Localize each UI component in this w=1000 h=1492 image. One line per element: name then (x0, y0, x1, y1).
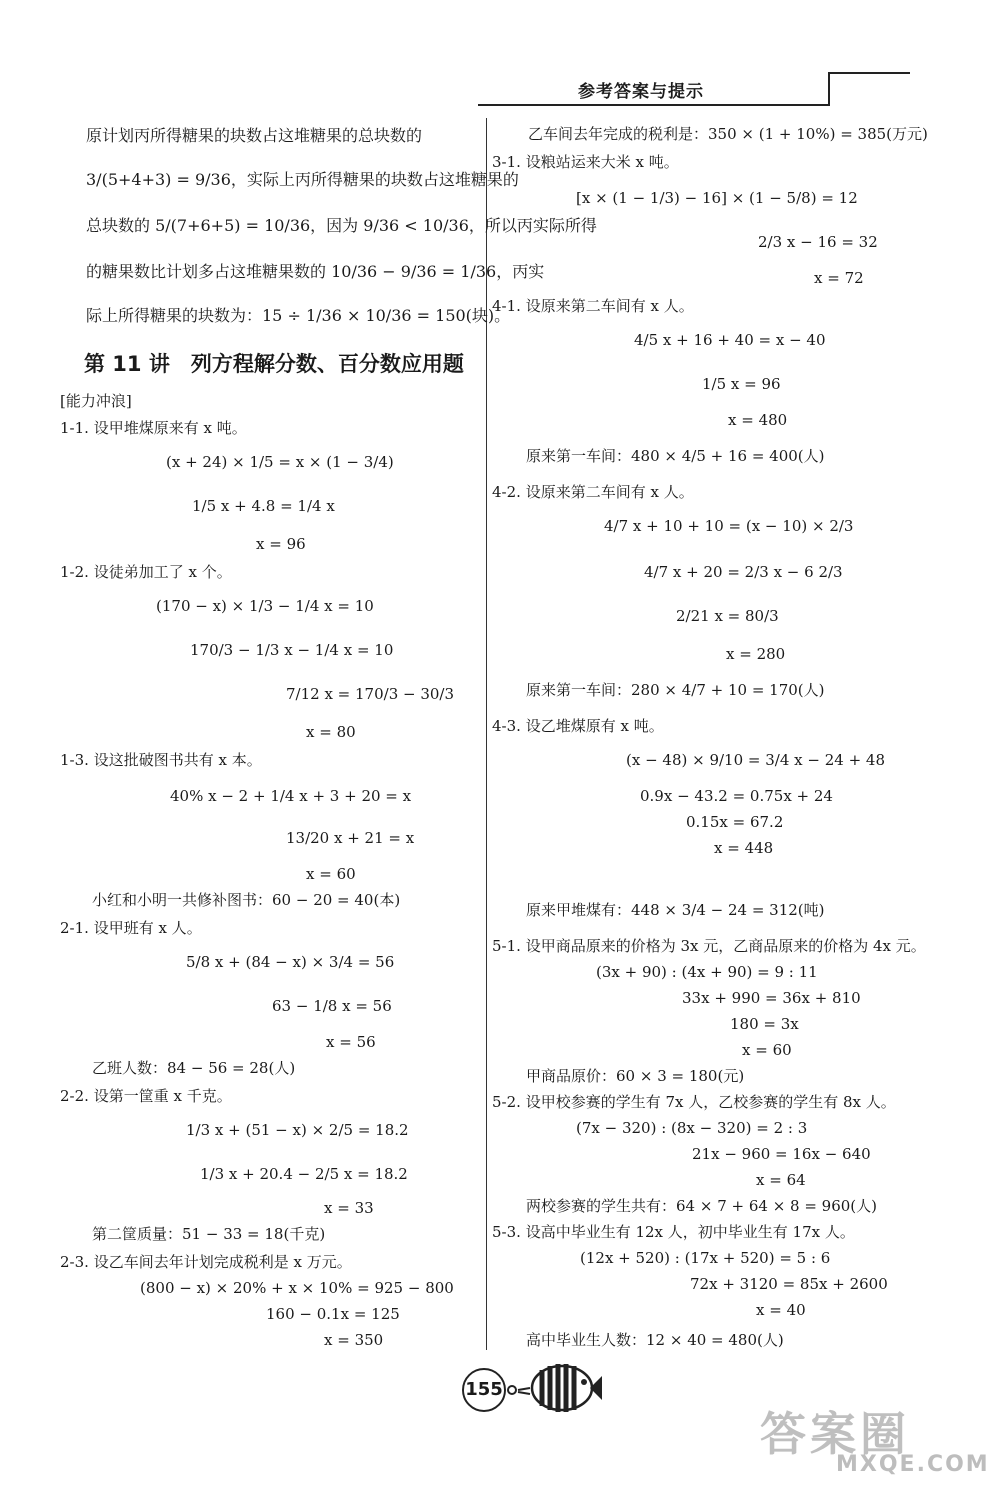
problem-heading: 2-3. 设乙车间去年计划完成税利是 x 万元。 (60, 1253, 352, 1271)
equation-line: (x − 48) × 9/10 = 3/4 x − 24 + 48 (626, 751, 885, 769)
problem-heading: 4-3. 设乙堆煤原有 x 吨。 (492, 717, 664, 735)
answer-line: 原来甲堆煤有：448 × 3/4 − 24 = 312(吨) (526, 901, 825, 919)
equation-line: 4/5 x + 16 + 40 = x − 40 (634, 331, 826, 349)
equation-line: x = 480 (728, 411, 788, 429)
problem-heading: 2-2. 设第一筐重 x 千克。 (60, 1087, 232, 1105)
equation-line: (12x + 520) : (17x + 520) = 5 : 6 (580, 1249, 831, 1267)
fish-mascot-icon (504, 1356, 604, 1416)
problem-heading: 5-1. 设甲商品原来的价格为 3x 元，乙商品原来的价格为 4x 元。 (492, 937, 926, 955)
equation-line: 160 − 0.1x = 125 (266, 1305, 400, 1323)
answer-line: 乙车间去年完成的税利是：350 × (1 + 10%) = 385(万元) (528, 125, 928, 143)
equation-line: 180 = 3x (730, 1015, 799, 1033)
equation-line: 33x + 990 = 36x + 810 (682, 989, 861, 1007)
intro-line: 的糖果数比计划多占这堆糖果数的 10/36 − 9/36 = 1/36，丙实 (86, 262, 545, 281)
watermark-url: MXQE.COM (836, 1452, 990, 1477)
problem-heading: 1-3. 设这批破图书共有 x 本。 (60, 751, 262, 769)
equation-line: 2/21 x = 80/3 (676, 607, 779, 625)
answer-line: 原来第一车间：480 × 4/5 + 16 = 400(人) (526, 447, 825, 465)
answer-line: 小红和小明一共修补图书：60 − 20 = 40(本) (92, 891, 401, 909)
problem-heading: 5-3. 设高中毕业生有 12x 人，初中毕业生有 17x 人。 (492, 1223, 855, 1241)
answer-line: 原来第一车间：280 × 4/7 + 10 = 170(人) (526, 681, 825, 699)
page-header (478, 72, 910, 106)
problem-heading: 1-1. 设甲堆煤原来有 x 吨。 (60, 419, 247, 437)
intro-line: 3/(5+4+3) = 9/36，实际上丙所得糖果的块数占这堆糖果的 (86, 170, 519, 189)
section-title: 第 11 讲 列方程解分数、百分数应用题 (84, 352, 464, 376)
equation-line: x = 350 (324, 1331, 384, 1349)
page-number: 155 (462, 1368, 506, 1412)
equation-line: (800 − x) × 20% + x × 10% = 925 − 800 (140, 1279, 454, 1297)
answer-line: 甲商品原价：60 × 3 = 180(元) (526, 1067, 745, 1085)
problem-heading: 5-2. 设甲校参赛的学生有 7x 人，乙校参赛的学生有 8x 人。 (492, 1093, 896, 1111)
intro-line: 总块数的 5/(7+6+5) = 10/36，因为 9/36 < 10/36，所以丙实际所得 (86, 216, 597, 235)
equation-line: 0.15x = 67.2 (686, 813, 784, 831)
problem-heading: 2-1. 设甲班有 x 人。 (60, 919, 202, 937)
equation-line: 170/3 − 1/3 x − 1/4 x = 10 (190, 641, 394, 659)
equation-line: 0.9x − 43.2 = 0.75x + 24 (640, 787, 833, 805)
equation-line: x = 280 (726, 645, 786, 663)
equation-line: [x × (1 − 1/3) − 16] × (1 − 5/8) = 12 (576, 189, 858, 207)
watermark-logo: 答案圈 (760, 1407, 910, 1461)
equation-line: 40% x − 2 + 1/4 x + 3 + 20 = x (170, 787, 412, 805)
equation-line: 1/3 x + 20.4 − 2/5 x = 18.2 (200, 1165, 408, 1183)
problem-heading: 4-1. 设原来第二车间有 x 人。 (492, 297, 694, 315)
equation-line: (170 − x) × 1/3 − 1/4 x = 10 (156, 597, 374, 615)
equation-line: 72x + 3120 = 85x + 2600 (690, 1275, 888, 1293)
equation-line: 63 − 1/8 x = 56 (272, 997, 392, 1015)
intro-line: 际上所得糖果的块数为：15 ÷ 1/36 × 10/36 = 150(块)。 (86, 306, 511, 325)
answer-line: 乙班人数：84 − 56 = 28(人) (92, 1059, 296, 1077)
equation-line: x = 64 (756, 1171, 806, 1189)
column-divider (486, 118, 487, 1350)
answer-line: 第二筐质量：51 − 33 = 18(千克) (92, 1225, 326, 1243)
equation-line: 4/7 x + 20 = 2/3 x − 6 2/3 (644, 563, 843, 581)
equation-line: x = 72 (814, 269, 864, 287)
equation-line: x = 56 (326, 1033, 376, 1051)
equation-line: 1/3 x + (51 − x) × 2/5 = 18.2 (186, 1121, 409, 1139)
header-rule (478, 104, 830, 106)
answer-line: 高中毕业生人数：12 × 40 = 480(人) (526, 1331, 784, 1349)
equation-line: 2/3 x − 16 = 32 (758, 233, 878, 251)
equation-line: x = 448 (714, 839, 774, 857)
equation-line: 7/12 x = 170/3 − 30/3 (286, 685, 455, 703)
equation-line: 13/20 x + 21 = x (286, 829, 415, 847)
answer-line: 两校参赛的学生共有：64 × 7 + 64 × 8 = 960(人) (526, 1197, 878, 1215)
equation-line: 21x − 960 = 16x − 640 (692, 1145, 871, 1163)
equation-line: x = 60 (306, 865, 356, 883)
equation-line: 4/7 x + 10 + 10 = (x − 10) × 2/3 (604, 517, 854, 535)
problem-heading: 3-1. 设粮站运来大米 x 吨。 (492, 153, 679, 171)
equation-line: x = 33 (324, 1199, 374, 1217)
equation-line: x = 96 (256, 535, 306, 553)
equation-line: 5/8 x + (84 − x) × 3/4 = 56 (186, 953, 395, 971)
equation-line: x = 40 (756, 1301, 806, 1319)
equation-line: 1/5 x + 4.8 = 1/4 x (192, 497, 335, 515)
problem-heading: 4-2. 设原来第二车间有 x 人。 (492, 483, 694, 501)
section-tag: [能力冲浪] (60, 392, 132, 410)
intro-line: 原计划丙所得糖果的块数占这堆糖果的总块数的 (86, 126, 423, 145)
problem-heading: 1-2. 设徒弟加工了 x 个。 (60, 563, 232, 581)
header-title: 参考答案与提示 (578, 82, 704, 102)
equation-line: 1/5 x = 96 (702, 375, 781, 393)
equation-line: x = 60 (742, 1041, 792, 1059)
equation-line: (7x − 320) : (8x − 320) = 2 : 3 (576, 1119, 808, 1137)
header-corner-bracket (828, 72, 910, 106)
equation-line: x = 80 (306, 723, 356, 741)
equation-line: (3x + 90) : (4x + 90) = 9 : 11 (596, 963, 818, 981)
equation-line: (x + 24) × 1/5 = x × (1 − 3/4) (166, 453, 394, 471)
